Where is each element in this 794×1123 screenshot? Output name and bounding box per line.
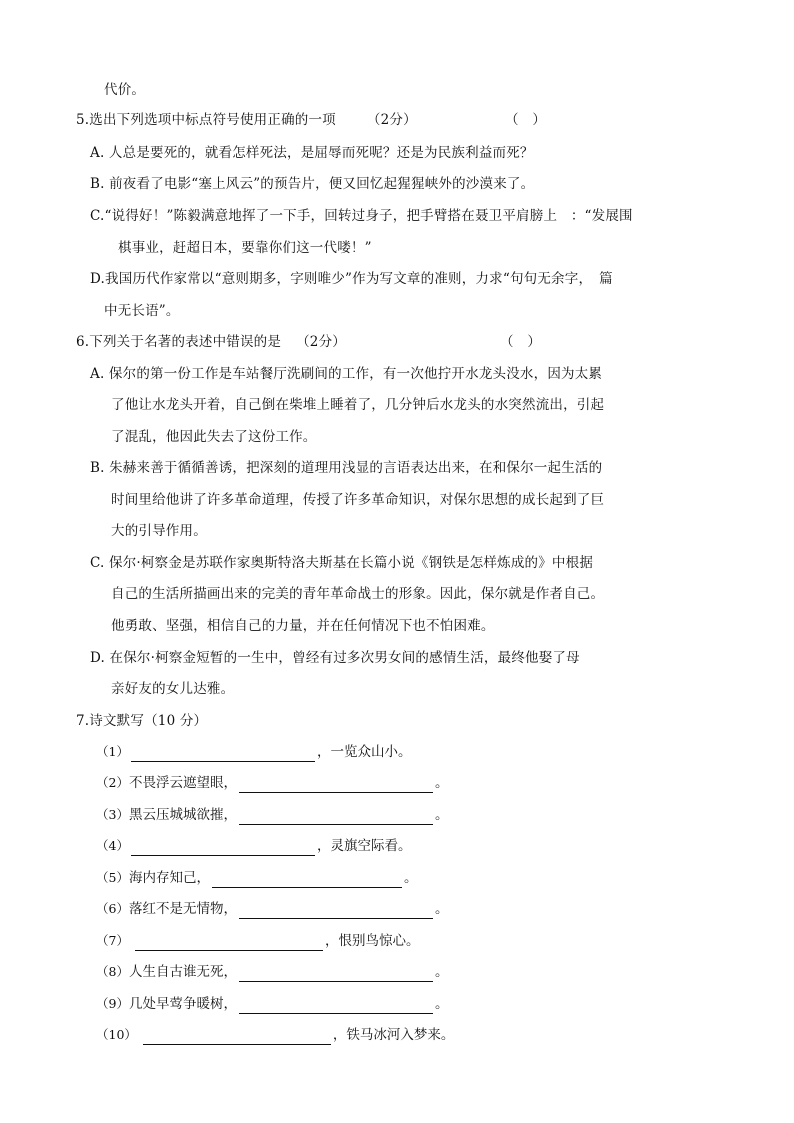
answer-blank[interactable] <box>143 1030 331 1045</box>
q6-option-a-line1: A. 保尔的第一份工作是车站餐厅洗刷间的工作，有一次他拧开水龙头没水，因为太累 <box>90 366 603 382</box>
q7-item-number: （6） <box>96 901 129 916</box>
q6-option-d-line2: 亲好友的女儿达雅。 <box>111 681 235 697</box>
q5-option-b: B. 前夜看了电影“塞上风云”的预告片，便又回忆起猩猩峡外的沙漠来了。 <box>90 176 535 192</box>
q7-item-number: （2） <box>96 775 129 790</box>
q7-stem: 7.诗文默写（10 分） <box>76 713 208 729</box>
q7-item-before: 几处早莺争暖树， <box>128 996 237 1012</box>
q7-item-after: ，一览众山小。 <box>316 744 412 760</box>
q5-option-c-line2: 棋事业，赶超日本，要靠你们这一代喽！” <box>118 240 372 256</box>
q7-item-number: （3） <box>96 807 129 822</box>
q7-item-5 <box>96 868 417 888</box>
q7-item-number: （8） <box>96 964 129 979</box>
q6-option-d-line1: D. 在保尔·柯察金短暂的一生中，曾经有过多次男女间的感情生活，最终他娶了母 <box>90 650 580 666</box>
q5-stem <box>76 110 417 130</box>
q7-item-after: 。 <box>434 901 449 917</box>
answer-blank[interactable] <box>131 747 315 762</box>
q7-item-2 <box>96 773 448 793</box>
q7-item-3 <box>96 805 448 825</box>
q7-item-after: 。 <box>403 870 418 886</box>
q6-answer-bracket: （ ） <box>500 334 542 350</box>
q7-item-number: （4） <box>96 838 129 853</box>
q7-item-after: 。 <box>434 996 449 1012</box>
q7-item-before: 落红不是无情物， <box>128 901 237 917</box>
q7-item-9 <box>96 994 448 1014</box>
answer-blank[interactable] <box>135 936 323 951</box>
answer-blank[interactable] <box>239 778 433 793</box>
answer-blank[interactable] <box>239 999 433 1014</box>
q6-score: （2分） <box>296 334 346 350</box>
q5-option-d-line2: 中无长语”。 <box>104 303 180 319</box>
answer-blank[interactable] <box>212 873 402 888</box>
q6-option-b-line1: B. 朱赫来善于循循善诱，把深刻的道理用浅显的言语表达出来，在和保尔一起生活的 <box>90 460 603 476</box>
q6-stem <box>76 332 346 352</box>
q7-item-7 <box>96 931 419 951</box>
continuation-text: 代价。 <box>104 82 146 98</box>
answer-blank[interactable] <box>239 904 433 919</box>
q6-option-c-line2: 自己的生活所描画出来的完美的青年革命战士的形象。因此，保尔就是作者自己。 <box>111 586 605 602</box>
q7-item-6 <box>96 899 448 919</box>
q6-option-c-line3: 他勇敢、坚强，相信自己的力量，并在任何情况下也不怕困难。 <box>111 618 495 634</box>
q6-option-b-line2: 时间里给他讲了许多革命道理，传授了许多革命知识，对保尔思想的成长起到了巨 <box>111 492 605 508</box>
q7-item-after: ，灵旗空际看。 <box>316 838 412 854</box>
q7-item-number: （10） <box>96 1027 137 1042</box>
q5-stem-text: 5.选出下列选项中标点符号使用正确的一项 <box>76 112 336 128</box>
q6-stem-text: 6.下列关于名著的表述中错误的是 <box>76 334 282 350</box>
q7-item-4 <box>96 836 411 856</box>
q5-answer-bracket: （ ） <box>505 112 547 128</box>
q7-item-number: （1） <box>96 744 129 759</box>
q7-item-before: 黑云压城城欲摧， <box>128 807 237 823</box>
answer-blank[interactable] <box>239 810 433 825</box>
q7-item-after: 。 <box>434 807 449 823</box>
answer-blank[interactable] <box>239 967 433 982</box>
q7-item-1 <box>96 742 411 762</box>
q7-item-number: （7） <box>96 933 129 948</box>
q6-option-b-line3: 大的引导作用。 <box>111 523 207 539</box>
q5-score: （2分） <box>366 112 417 128</box>
q7-item-10 <box>96 1025 454 1045</box>
q7-item-before: 人生自古谁无死， <box>128 964 237 980</box>
q7-item-number: （5） <box>96 870 129 885</box>
q7-item-before: 海内存知己， <box>128 870 210 886</box>
q7-item-after: 。 <box>434 964 449 980</box>
q5-option-a: A. 人总是要死的，就看怎样死法，是屈辱而死呢？还是为民族利益而死？ <box>90 145 534 161</box>
q7-item-8 <box>96 962 448 982</box>
q7-item-after: 。 <box>434 775 449 791</box>
answer-blank[interactable] <box>131 841 315 856</box>
q7-item-number: （9） <box>96 996 129 1011</box>
q6-option-a-line3: 了混乱，他因此失去了这份工作。 <box>111 429 317 445</box>
q5-option-d-line1: D.我国历代作家常以“意则期多，字则唯少”作为写文章的准则，力求“句句无余字， 篇 <box>90 271 613 287</box>
q7-item-after: ，恨别鸟惊心。 <box>324 933 420 949</box>
q7-item-after: ，铁马冰河入梦来。 <box>332 1027 455 1043</box>
q6-option-c-line1: C. 保尔·柯察金是苏联作家奥斯特洛夫斯基在长篇小说《钢铁是怎样炼成的》中根据 <box>90 555 594 571</box>
q6-option-a-line2: 了他让水龙头开着，自己倒在柴堆上睡着了，几分钟后水龙头的水突然流出，引起 <box>111 397 605 413</box>
q7-item-before: 不畏浮云遮望眼， <box>128 775 237 791</box>
q5-option-c-line1: C.“说得好！”陈毅满意地挥了一下手，回转过身子，把手臂搭在聂卫平肩膀上 ：“发展围 <box>90 208 633 224</box>
